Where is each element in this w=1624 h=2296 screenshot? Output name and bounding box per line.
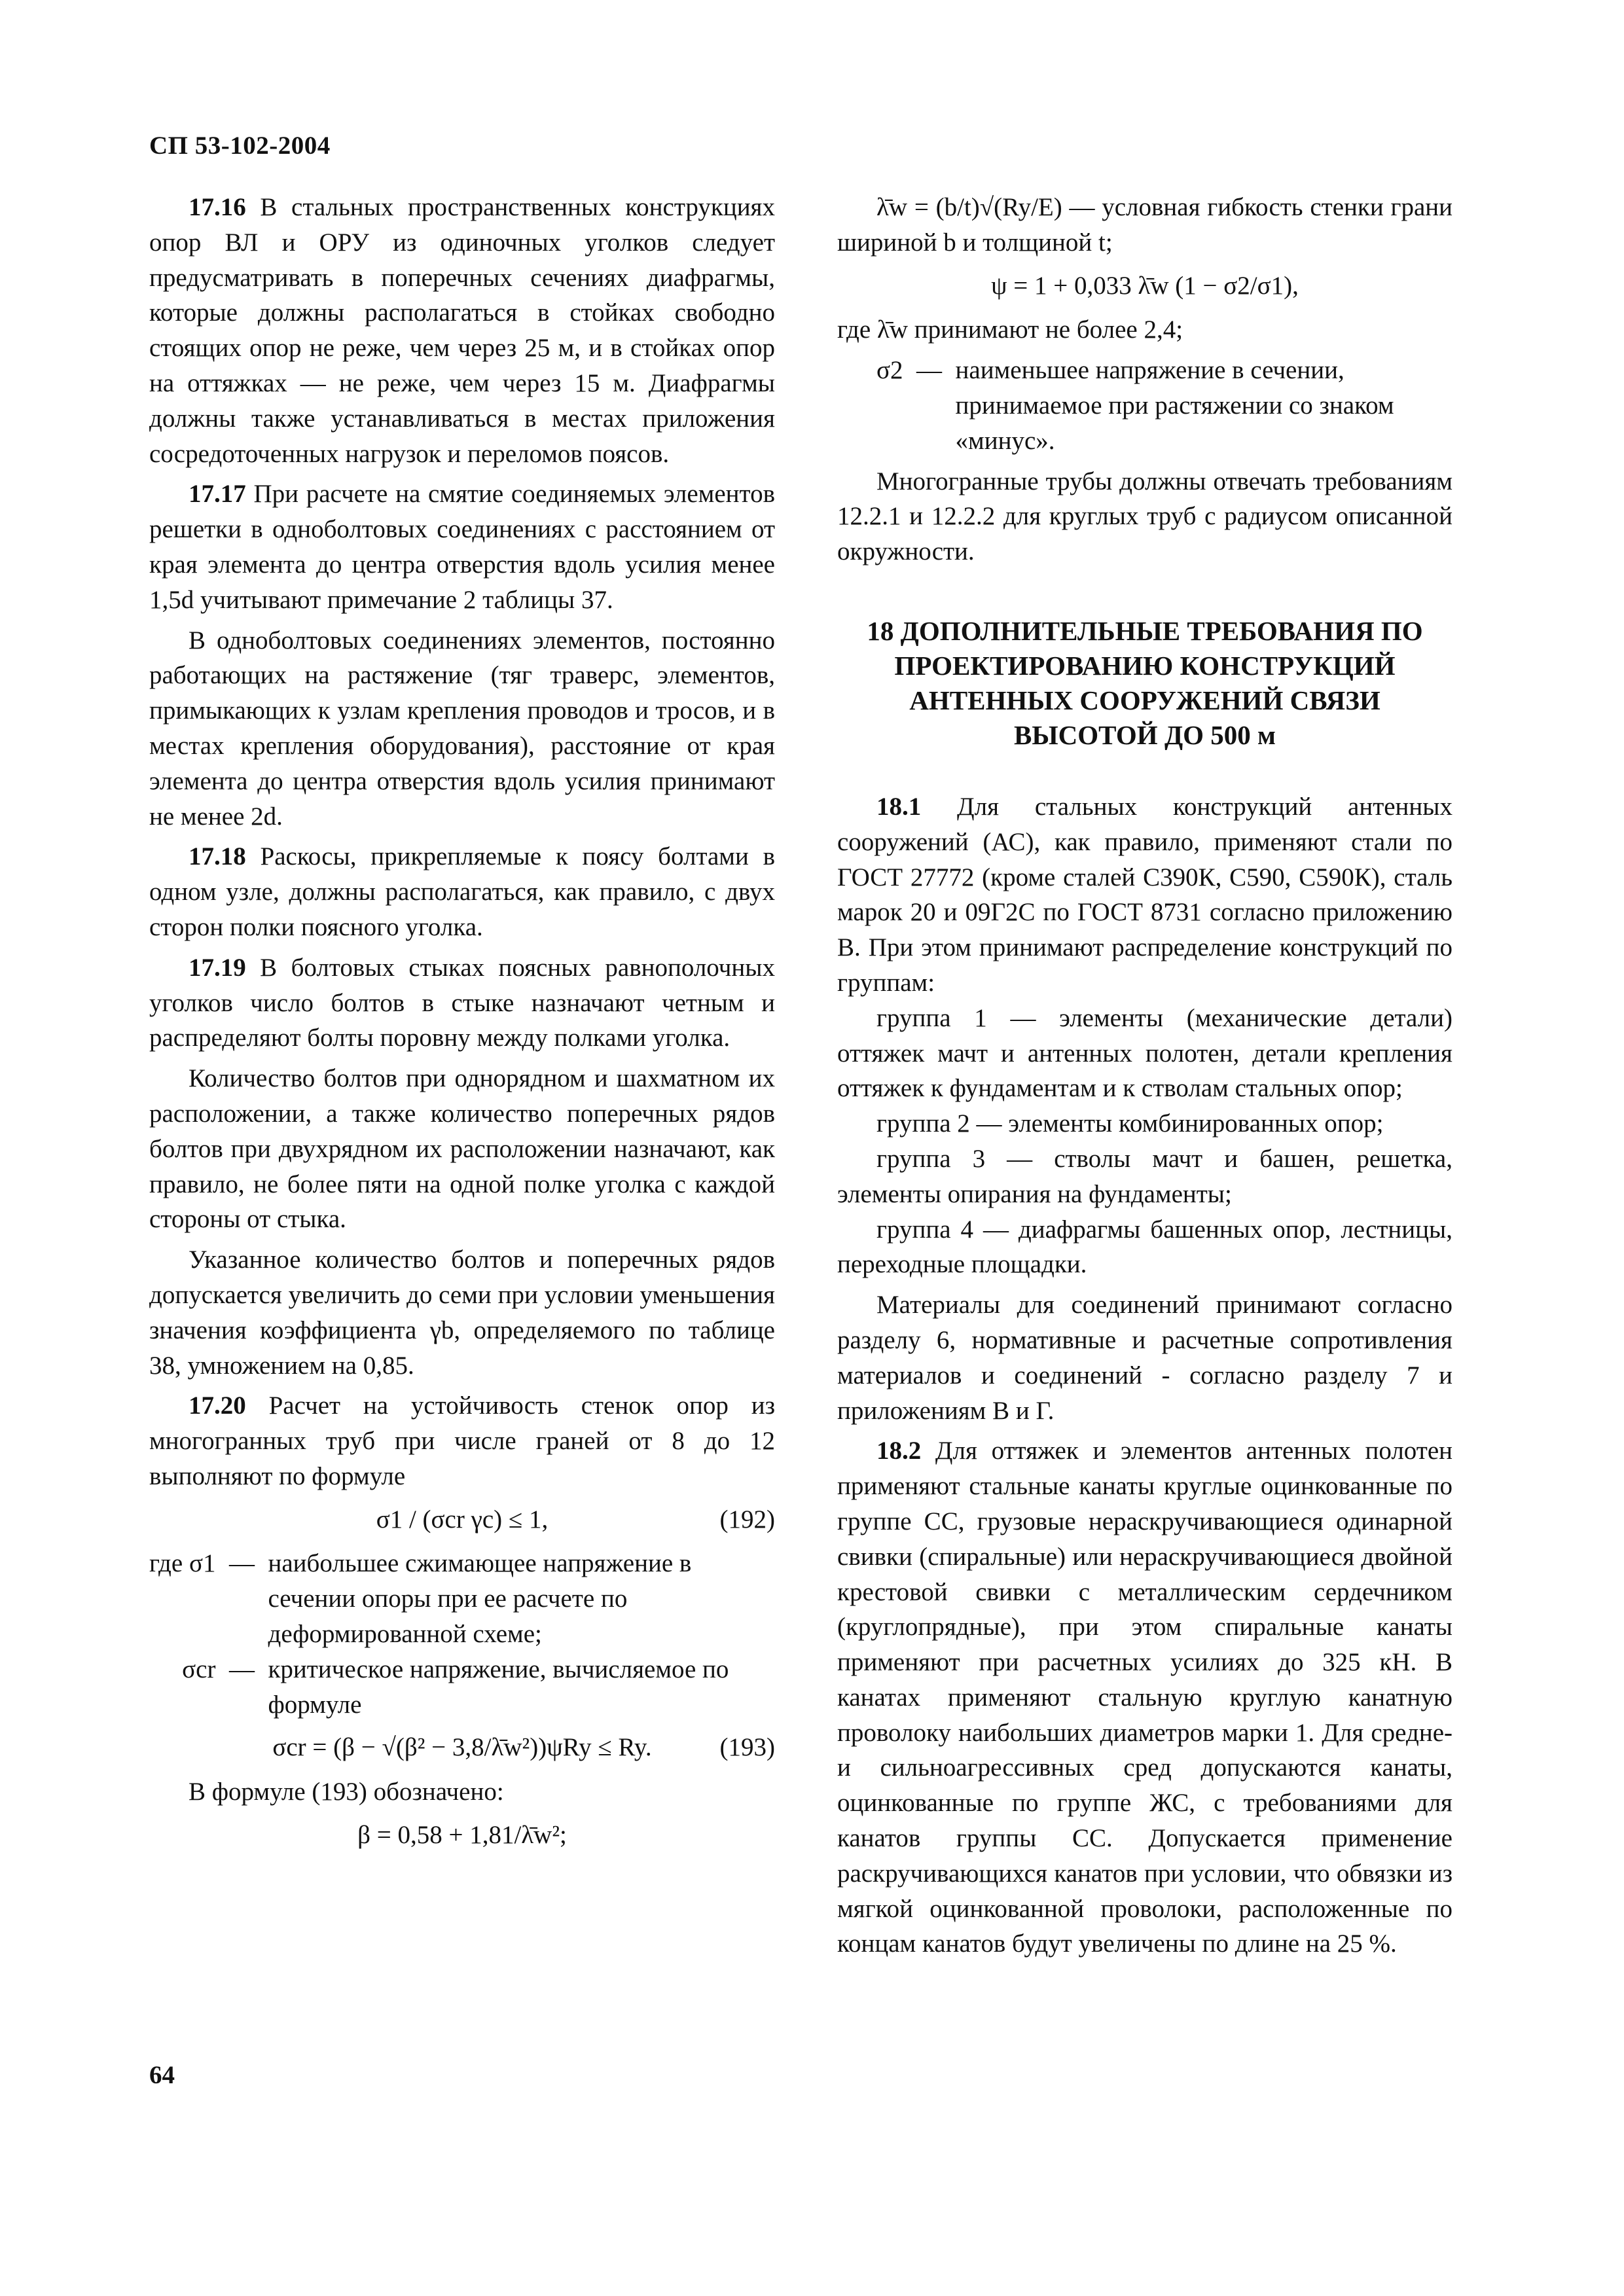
paragraph-18-2: [837, 1433, 1453, 1962]
paragraph-notation: В формуле (193) обозначено:: [189, 1778, 504, 1806]
clause-text: В стальных пространственных конструкциях опор ВЛ и ОРУ из одиночных уголков следует предусматривать в поперечных сечениях диафрагмы, которые должны располагаться в стойках свободно стоящих опор не реже, чем через 25 м, и в стойках опор на оттяжках — не реже, чем через 15 м. Диафрагмы должны также устанавливаться в местах приложения сосредоточенных нагрузок и переломов поясов.: [149, 193, 775, 468]
definition-text: наибольшее сжимающее напряжение в сечении опоры при ее расчете по деформированной схеме;: [268, 1549, 692, 1649]
group-1: группа 1 — элементы (механические детали) оттяжек мачт и антенных полотен, детали крепления оттяжек к фундаментам и к стволам стальных опор;: [837, 1003, 1453, 1103]
paragraph-17-16: [149, 190, 775, 471]
clause-number: 17.19: [189, 953, 246, 982]
formula-beta: β = 0,58 + 1,81/λ̄w²;: [357, 1821, 567, 1850]
definition-symbol: где σ1: [149, 1549, 216, 1578]
paragraph-18-1: [837, 789, 1453, 1001]
definition-list: [837, 353, 1453, 458]
clause-text: Для оттяжек и элементов антенных полотен применяют стальные канаты круглые оцинкованные по группе СС, грузовые нераскручивающиеся одинарной свивки (спиральные) или нераскручивающиеся двойной крестовой свивки с металлическим сердечником (круглопрядные), при этом спиральные канаты применяют при расчетных усилиях до 325 кН. В канатах применяют стальную круглую канатную проволоку наибольших диаметров марки 1. Для средне- и сильноагрессивных сред допускаются канаты, оцинкованные по группе ЖС, с требованиями для канатов группы СС. Допускается применение раскручивающихся канатов при условии, что обвязки из мягкой оцинкованной проволоки, расположенные по концам канатов будут увеличены по длине на 25 %.: [837, 1437, 1453, 1958]
definition-list: [149, 1546, 775, 1722]
left-column: [149, 190, 775, 1862]
group-4: группа 4 — диафрагмы башенных опор, лестницы, переходные площадки.: [837, 1215, 1453, 1279]
definition-symbol: σcr: [182, 1655, 216, 1683]
paragraph-polygonal-tubes: Многогранные трубы должны отвечать требованиям 12.2.1 и 12.2.2 для круглых труб с радиусом описанной окружности.: [837, 467, 1453, 566]
definition-text: наименьшее напряжение в сечении, принимаемое при растяжении со знаком «минус».: [955, 356, 1394, 455]
definition-symbol: σ2: [876, 356, 903, 385]
definition-dash: —: [228, 1655, 255, 1683]
clause-number: 17.18: [189, 842, 246, 871]
page-number: 64: [149, 2061, 175, 2089]
formula-number: (192): [719, 1505, 775, 1534]
formula-expression: σcr = (β − √(β² − 3,8/λ̄w²))ψRy ≤ Ry.: [272, 1733, 652, 1762]
definition-dash: —: [228, 1549, 255, 1578]
definition-text: критическое напряжение, вычисляемое по формуле: [268, 1655, 729, 1719]
clause-number: 17.16: [189, 193, 246, 221]
clause-text: При расчете на смятие соединяемых элементов решетки в одноболтовых соединениях с расстоянием от края элемента до центра отверстия вдоль усилия менее 1,5d учитывают примечание 2 таблицы 37.: [149, 480, 775, 614]
paragraph-17-19: [149, 950, 775, 1056]
formula-192: [149, 1502, 775, 1537]
clause-text: В болтовых стыках поясных равнополочных уголков число болтов в стыке назначают четным и распределяют болты поровну между полками уголка.: [149, 953, 775, 1052]
section-title: 18 ДОПОЛНИТЕЛЬНЫЕ ТРЕБОВАНИЯ ПО ПРОЕКТИРОВАНИЮ КОНСТРУКЦИЙ АНТЕННЫХ СООРУЖЕНИЙ СВЯЗИ ВЫСОТОЙ ДО 500 м: [867, 615, 1423, 750]
paragraph-17-20: [149, 1388, 775, 1494]
clause-number: 18.1: [876, 792, 922, 821]
clause-text: Расчет на устойчивость стенок опор из многогранных труб при числе граней от 8 до 12 выполняют по формуле: [149, 1391, 775, 1490]
clause-number: 17.17: [189, 480, 246, 509]
paragraph-17-18: [149, 839, 775, 944]
paragraph-single-bolt: В одноболтовых соединениях элементов, постоянно работающих на растяжение (тяг траверс, элементов, примыкающих к узлам крепления проводов и тросов, и в местах крепления оборудования), расстояние от края элемента до центра отверстия вдоль усилия принимают не менее 2d.: [149, 626, 775, 831]
clause-number: 17.20: [189, 1391, 246, 1420]
clause-number: 18.2: [876, 1437, 922, 1465]
paragraph-lambda-limit: где λ̄w принимают не более 2,4;: [837, 315, 1183, 344]
paragraph-bolt-rows: Указанное количество болтов и поперечных рядов допускается увеличить до семи при условии уменьшения значения коэффициента γb, определяемого по таблице 38, умножением на 0,85.: [149, 1246, 775, 1380]
definition-dash: —: [916, 356, 943, 385]
formula-number: (193): [719, 1733, 775, 1762]
document-code: СП 53-102-2004: [149, 132, 331, 160]
clause-text: Раскосы, прикрепляемые к поясу болтами в одном узле, должны располагаться, как правило, с двух сторон полки поясного уголка.: [149, 842, 775, 941]
right-column: [837, 190, 1453, 1962]
paragraph-bolt-count: Количество болтов при однорядном и шахматном их расположении, а также количество поперечных рядов болтов при двухрядном их расположении назначают, как правило, не более пяти на одной полке уголка с каждой стороны от стыка.: [149, 1064, 775, 1234]
formula-expression: σ1 / (σcr γc) ≤ 1,: [376, 1505, 549, 1534]
paragraph-17-17: [149, 476, 775, 617]
clause-text: Для стальных конструкций антенных сооружений (АС), как правило, применяют стали по ГОСТ 27772 (кроме сталей С390К, С590, С590К), сталь марок 20 и 09Г2С по ГОСТ 8731 согласно приложению В. При этом принимают распределение конструкций по группам:: [837, 792, 1453, 997]
group-3: группа 3 — стволы мачт и башен, решетка, элементы опирания на фундаменты;: [837, 1144, 1453, 1208]
paragraph-connection-materials: Материалы для соединений принимают согласно разделу 6, нормативные и расчетные сопротивления материалов и соединений - согласно разделу 7 и приложениям В и Г.: [837, 1291, 1453, 1425]
group-2: группа 2 — элементы комбинированных опор;: [876, 1109, 1384, 1138]
formula-193: [149, 1730, 775, 1765]
formula-psi: ψ = 1 + 0,033 λ̄w (1 − σ2/σ1),: [991, 271, 1299, 300]
paragraph-slenderness: λ̄w = (b/t)√(Ry/E) — условная гибкость стенки грани шириной b и толщиной t;: [837, 193, 1453, 257]
